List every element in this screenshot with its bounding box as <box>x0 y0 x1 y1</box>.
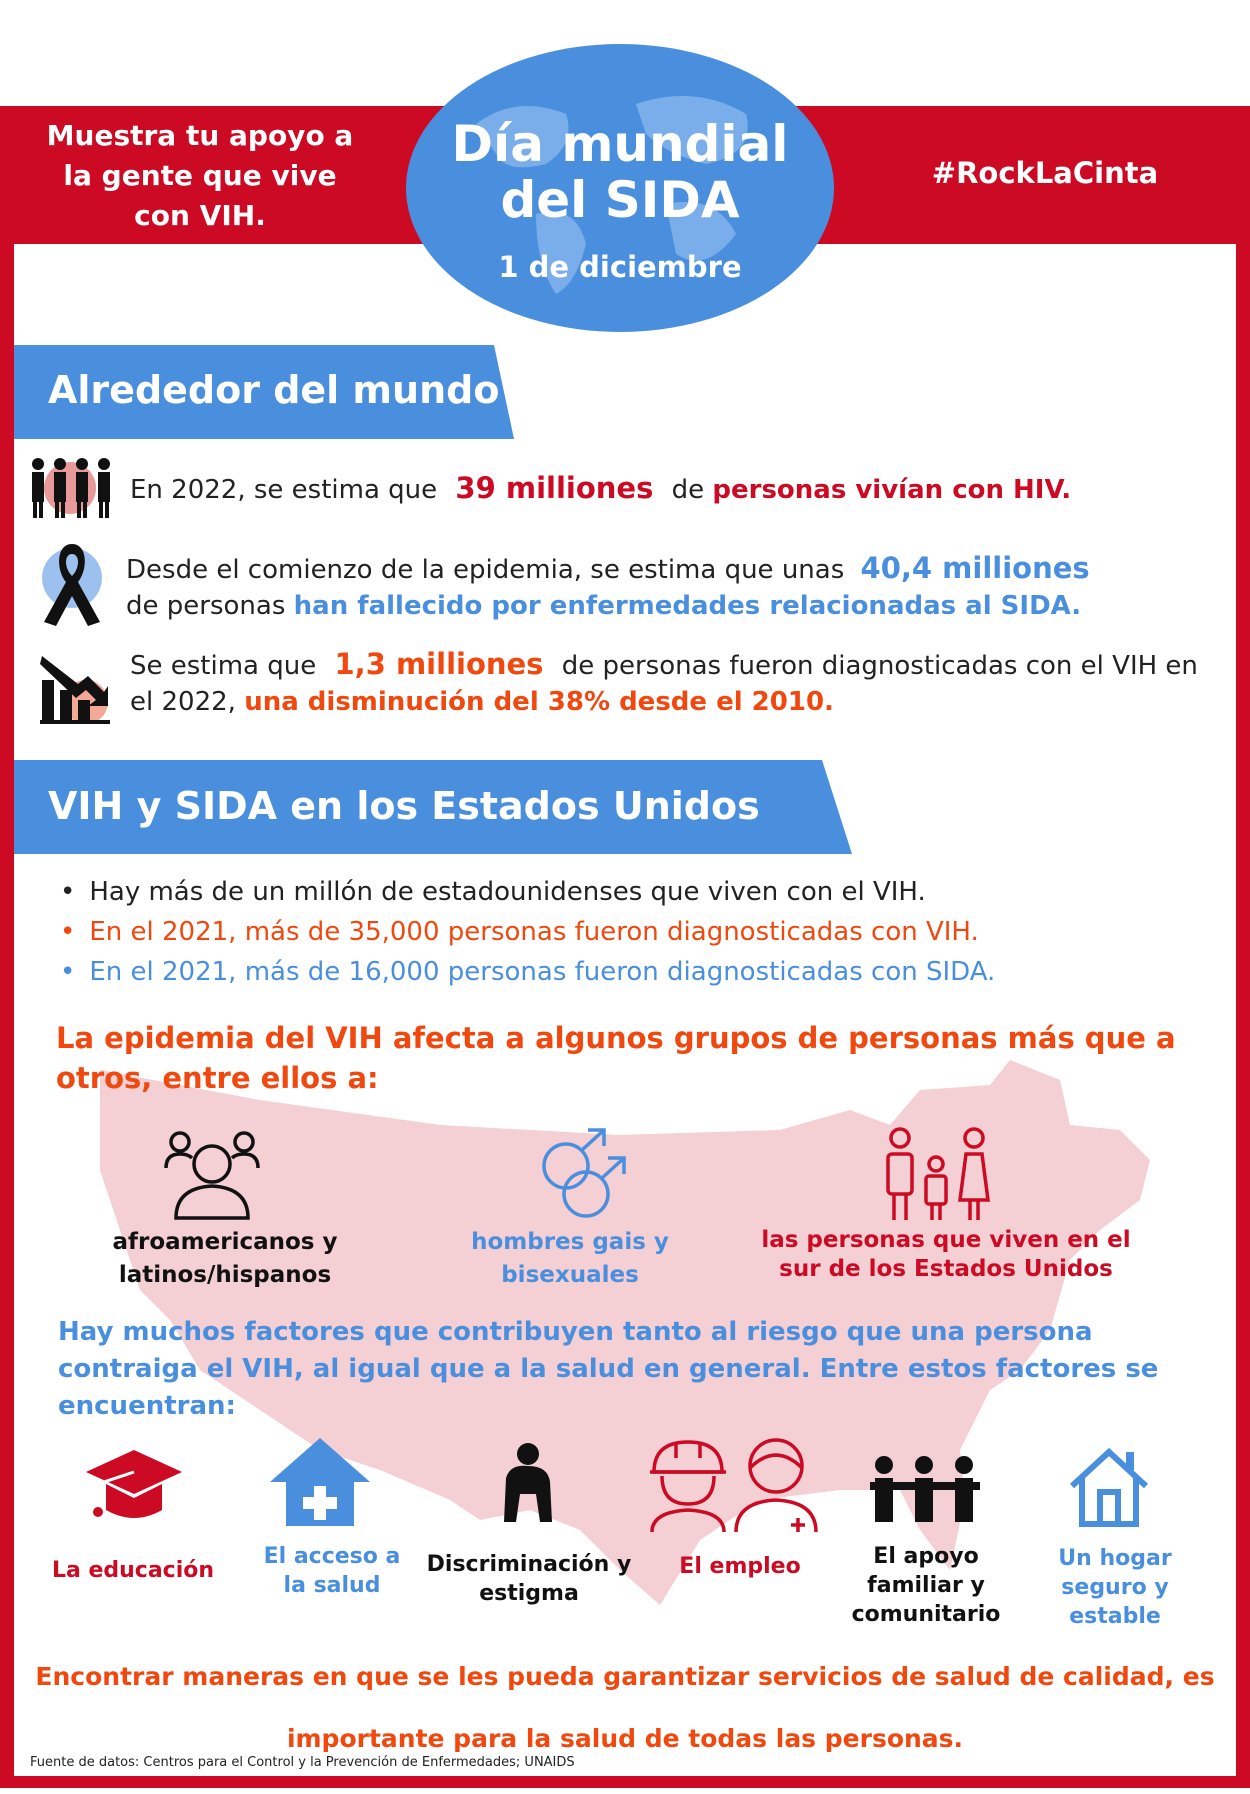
workers-icon <box>648 1436 820 1534</box>
declining-chart-icon <box>38 650 114 726</box>
stat1-mid: de <box>671 475 705 505</box>
event-title-line2: del SIDA <box>500 171 740 229</box>
groups-heading: La epidemia del VIH afecta a algunos grupos de personas más que a otros, entre ellos a: <box>56 1021 1176 1095</box>
us-bullet-list <box>60 872 995 992</box>
bullet-item: • En el 2021, más de 16,000 personas fueron diagnosticadas con SIDA. <box>60 952 995 992</box>
stat1-highlight: personas vivían con HIV. <box>712 475 1072 505</box>
stat2-number: 40,4 milliones <box>860 551 1090 585</box>
group-label: afroamericanos y latinos/hispanos <box>112 1229 338 1288</box>
people-raising-hands-icon <box>26 452 114 520</box>
frame-right <box>1236 106 1250 1786</box>
factor-label: Discriminación y estigma <box>426 1552 632 1606</box>
stat1-number: 39 milliones <box>455 471 654 505</box>
closing-statement: Encontrar maneras en que se les pueda garantizar servicios de salud de calidad, es importante para la salud de todas las personas. <box>35 1662 1215 1753</box>
support-message: Muestra tu apoyo a la gente que vive con VIH. <box>46 119 354 232</box>
stat-deaths <box>126 550 1186 624</box>
awareness-ribbon-icon <box>36 540 110 628</box>
family-icon <box>880 1126 990 1222</box>
stat3-mid: de personas fueron diagnosticadas con el VIH en el 2022, <box>130 651 1198 717</box>
world-heading: Alrededor del mundo <box>48 368 500 412</box>
event-title-line1: Día mundial <box>451 115 789 173</box>
group-label: hombres gais y bisexuales <box>471 1229 669 1288</box>
factor-label: El acceso a la salud <box>263 1544 401 1598</box>
stat3-highlight: una disminución del 38% desde el 2010. <box>244 687 834 717</box>
event-date: 1 de diciembre <box>498 250 742 284</box>
factors-heading: Hay muchos factores que contribuyen tanto al riesgo que una persona contraiga el VIH, al igual que a la salud en general. Entre estos factores se encuentran: <box>58 1317 1159 1421</box>
group-label: las personas que viven en el sur de los Estados Unidos <box>761 1227 1131 1282</box>
stat-living-with-hiv <box>130 470 1071 508</box>
bullet-item: • Hay más de un millón de estadounidenses que viven con el VIH. <box>60 872 995 912</box>
stat3-number: 1,3 milliones <box>334 647 544 681</box>
factor-label: Un hogar seguro y estable <box>1058 1546 1172 1629</box>
graduation-cap-icon <box>84 1446 184 1526</box>
hashtag: #RockLaCinta <box>931 156 1159 190</box>
factor-label: El empleo <box>679 1554 801 1579</box>
stat2-pre: Desde el comienzo de la epidemia, se estima que unas <box>126 555 845 585</box>
factor-label: La educación <box>51 1558 215 1583</box>
people-group-icon <box>162 1124 262 1220</box>
community-icon <box>870 1456 980 1522</box>
us-heading: VIH y SIDA en los Estados Unidos <box>48 784 760 828</box>
health-house-icon <box>268 1436 372 1528</box>
factor-label: El apoyo familiar y comunitario <box>851 1544 1001 1627</box>
male-symbols-icon <box>532 1128 632 1224</box>
frame-bottom <box>0 1776 1250 1788</box>
sad-person-icon <box>500 1442 556 1524</box>
event-title <box>406 116 834 228</box>
frame-left <box>0 106 14 1786</box>
bullet-item: • En el 2021, más de 35,000 personas fueron diagnosticadas con VIH. <box>60 912 995 952</box>
stat2-highlight: han fallecido por enfermedades relacionadas al SIDA. <box>293 591 1082 621</box>
stat-diagnoses <box>130 646 1220 720</box>
data-source: Fuente de datos: Centros para el Control y la Prevención de Enfermedades; UNAIDS <box>30 1755 575 1770</box>
home-icon <box>1068 1446 1150 1528</box>
stat2-mid: de personas <box>126 591 286 621</box>
stat3-pre: Se estima que <box>130 651 317 681</box>
stat1-pre: En 2022, se estima que <box>130 475 438 505</box>
